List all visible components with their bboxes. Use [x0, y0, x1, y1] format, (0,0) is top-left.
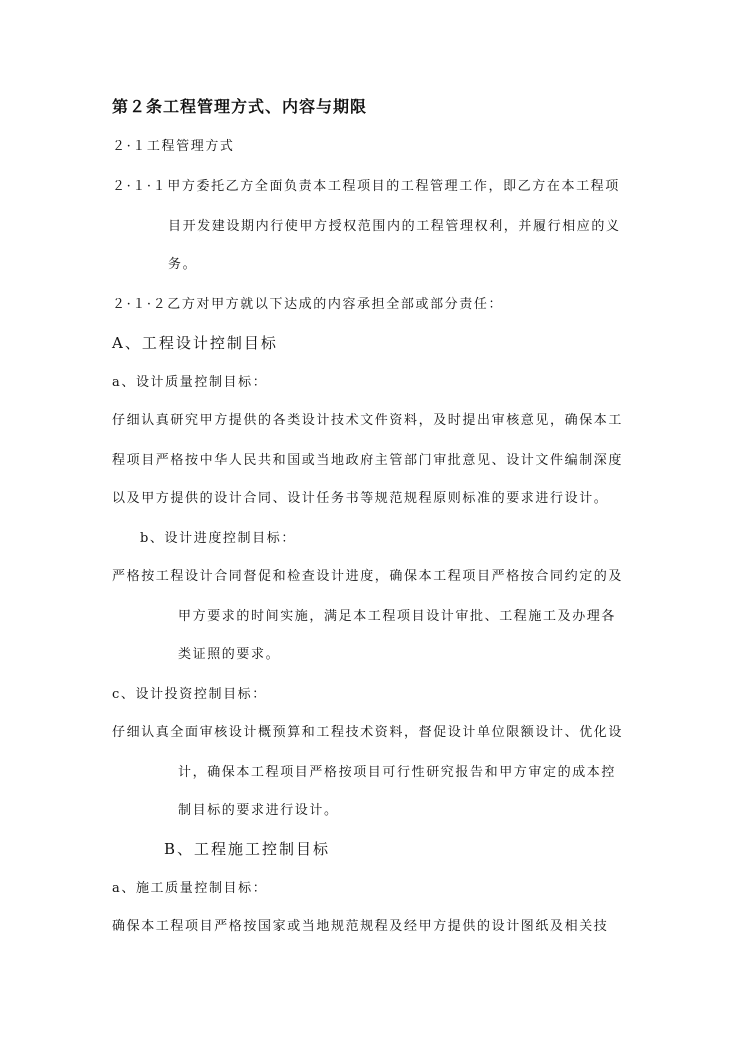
design-schedule-text-line-1: 严格按工程设计合同督促和检查设计进度，确保本工程项目严格按合同约定的及: [112, 569, 624, 584]
design-quality-text-line-1: 仔细认真研究甲方提供的各类设计技术文件资料，及时提出审核意见，确保本工: [112, 413, 624, 428]
design-quality-label: a、设计质量控制目标：: [112, 375, 268, 390]
clause-2-1-1-line-3: 务。: [168, 257, 198, 272]
section-title: 第２条工程管理方式、内容与期限: [112, 97, 368, 116]
design-investment-label: c、设计投资控制目标：: [112, 687, 267, 702]
design-investment-text-line-3: 制目标的要求进行设计。: [178, 803, 339, 818]
design-investment-text-line-1: 仔细认真全面审核设计概预算和工程技术资料，督促设计单位限额设计、优化设: [112, 725, 624, 740]
clause-2-1-1-line-2: 目开发建设期内行使甲方授权范围内的工程管理权利，并履行相应的义: [168, 219, 621, 234]
clause-2-1-2: ２·１·２乙方对甲方就以下达成的内容承担全部或部分责任：: [112, 297, 504, 312]
design-schedule-label: b、设计进度控制目标：: [140, 531, 296, 546]
design-quality-text-line-2: 程项目严格按中华人民共和国或当地政府主管部门审批意见、设计文件编制深度: [112, 453, 624, 468]
section-a-title: A、工程设计控制目标: [112, 334, 278, 352]
design-investment-text-line-2: 计，确保本工程项目严格按项目可行性研究报告和甲方审定的成本控: [178, 765, 617, 780]
design-schedule-text-line-3: 类证照的要求。: [178, 647, 281, 662]
clause-2-1-1-line-1: ２·１·１甲方委托乙方全面负责本工程项目的工程管理工作，即乙方在本工程项: [112, 179, 620, 194]
design-schedule-text-line-2: 甲方要求的时间实施，满足本工程项目设计审批、工程施工及办理各: [178, 609, 617, 624]
clause-2-1: ２·１工程管理方式: [112, 139, 235, 154]
design-quality-text-line-3: 以及甲方提供的设计合同、设计任务书等规范规程原则标准的要求进行设计。: [112, 491, 609, 506]
construction-quality-text-line-1: 确保本工程项目严格按国家或当地规范规程及经甲方提供的设计图纸及相关技: [112, 919, 609, 934]
section-b-title: B、工程施工控制目标: [164, 840, 331, 858]
construction-quality-label: a、施工质量控制目标：: [112, 881, 268, 896]
